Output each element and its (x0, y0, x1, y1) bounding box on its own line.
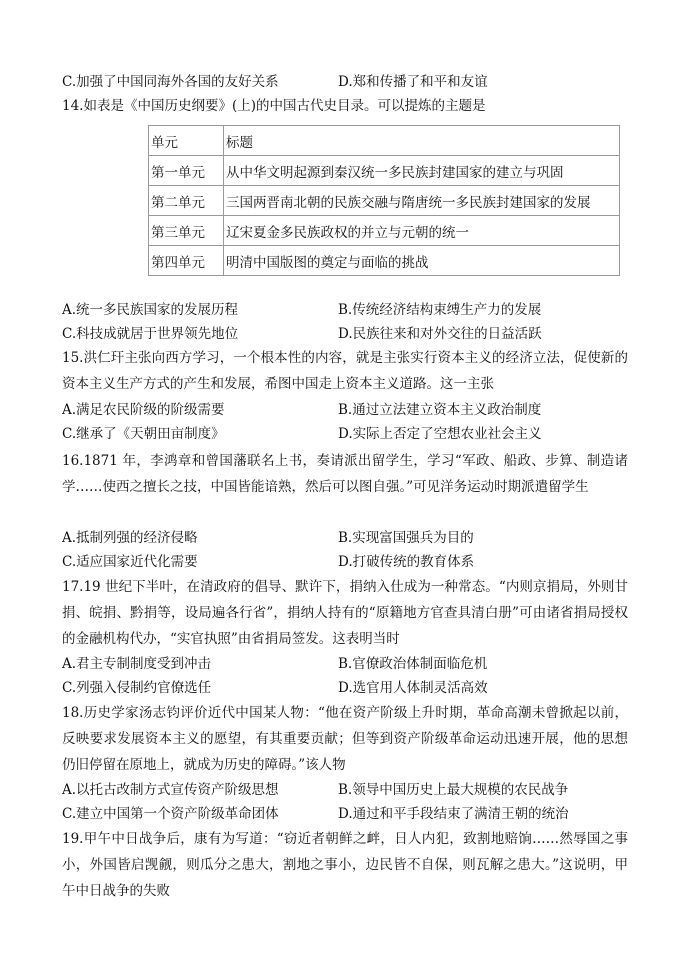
q17-stem: 17.19 世纪下半叶，在清政府的倡导、默许下，捐纳入仕成为一种常态。“内则京捐局，外则甘捐、皖捐、黔捐等，设局遍各行省”，捐纳人持有的“原籍地方官查具清白册”可由诸省捐局授权的金融机构代办，“实官执照”由省捐局签发。这表明当时 (62, 579, 628, 647)
table-row (149, 246, 620, 276)
table-cell-title: 辽宋夏金多民族政权的并立与元朝的统一 (224, 216, 620, 246)
q17-option-b: B.官僚政治体制面临危机 (338, 656, 488, 672)
table-row (149, 186, 620, 216)
q17-option-a: A.君主专制制度受到冲击 (62, 656, 212, 672)
q14-contents-table (148, 125, 620, 276)
table-cell-unit: 第一单元 (149, 156, 224, 186)
table-cell-unit: 第四单元 (149, 246, 224, 276)
q16-option-a: A.抵制列强的经济侵略 (62, 530, 198, 546)
table-header-cell: 标题 (224, 126, 620, 156)
q18-option-c: C.建立中国第一个资产阶级革命团体 (62, 806, 279, 822)
q14-option-b: B.传统经济结构束缚生产力的发展 (338, 302, 542, 318)
table-row (149, 156, 620, 186)
table-cell-title: 三国两晋南北朝的民族交融与隋唐统一多民族封建国家的发展 (224, 186, 620, 216)
q13-option-c: C.加强了中国同海外各国的友好关系 (62, 74, 279, 90)
q16-option-c: C.适应国家近代化需要 (62, 554, 198, 570)
q14-option-d: D.民族往来和对外交往的日益活跃 (338, 326, 542, 342)
q15-option-a: A.满足农民阶级的阶级需要 (62, 402, 225, 418)
q15-option-b: B.通过立法建立资本主义政治制度 (338, 402, 542, 418)
table-cell-unit: 第三单元 (149, 216, 224, 246)
table-cell-title: 明清中国版图的奠定与面临的挑战 (224, 246, 620, 276)
q18-option-b: B.领导中国历史上最大规模的农民战争 (338, 782, 569, 798)
q18-option-a: A.以托古改制方式宣传资产阶级思想 (62, 782, 279, 798)
q17-option-d: D.选官用人体制灵活高效 (338, 680, 488, 696)
table-row (149, 216, 620, 246)
table-header-row (149, 126, 620, 156)
q16-option-b: B.实现富国强兵为目的 (338, 530, 474, 546)
q14-option-a: A.统一多民族国家的发展历程 (62, 302, 239, 318)
table-header-cell: 单元 (149, 126, 224, 156)
q13-option-d: D.郑和传播了和平和友谊 (338, 74, 488, 90)
q15-option-d: D.实际上否定了空想农业社会主义 (338, 426, 542, 442)
q18-option-d: D.通过和平手段结束了满清王朝的统治 (338, 806, 569, 822)
q15-stem: 15.洪仁玕主张向西方学习，一个根本性的内容，就是主张实行资本主义的经济立法，促使新的资本主义生产方式的产生和发展，希图中国走上资本主义道路。这一主张 (62, 350, 628, 392)
q14-stem: 14.如表是《中国历史纲要》(上)的中国古代史目录。可以提炼的主题是 (62, 98, 486, 114)
q18-stem: 18.历史学家汤志钧评价近代中国某人物：“他在资产阶级上升时期，革命高潮未曾掀起以前，反映要求发展资本主义的愿望，有其重要贡献；但等到资产阶级革命运动迅速开展，他的思想仍旧停留在原地上，就成为历史的障碍。”该人物 (62, 705, 628, 773)
q19-stem: 19.甲午中日战争后，康有为写道：“窃近者朝鲜之衅，日人内犯，致割地赔饷……然辱国之事小，外国皆启觊觎，则瓜分之患大，割地之事小，边民皆不自保，则瓦解之患大。”这说明，甲午中日战争的失败 (62, 831, 628, 899)
q17-option-c: C.列强入侵制约官僚选任 (62, 680, 212, 696)
q16-option-d: D.打破传统的教育体系 (338, 554, 475, 570)
q14-option-c: C.科技成就居于世界领先地位 (62, 326, 239, 342)
q15-option-c: C.继承了《天朝田亩制度》 (62, 426, 225, 442)
table-cell-title: 从中华文明起源到秦汉统一多民族封建国家的建立与巩固 (224, 156, 620, 186)
table-cell-unit: 第二单元 (149, 186, 224, 216)
q16-stem: 16.1871 年，李鸿章和曾国藩联名上书，奏请派出留学生，学习“军政、船政、步算、制造诸学……使西之擅长之技，中国皆能谙熟，然后可以图自强。”可见洋务运动时期派遣留学生 (62, 453, 628, 495)
